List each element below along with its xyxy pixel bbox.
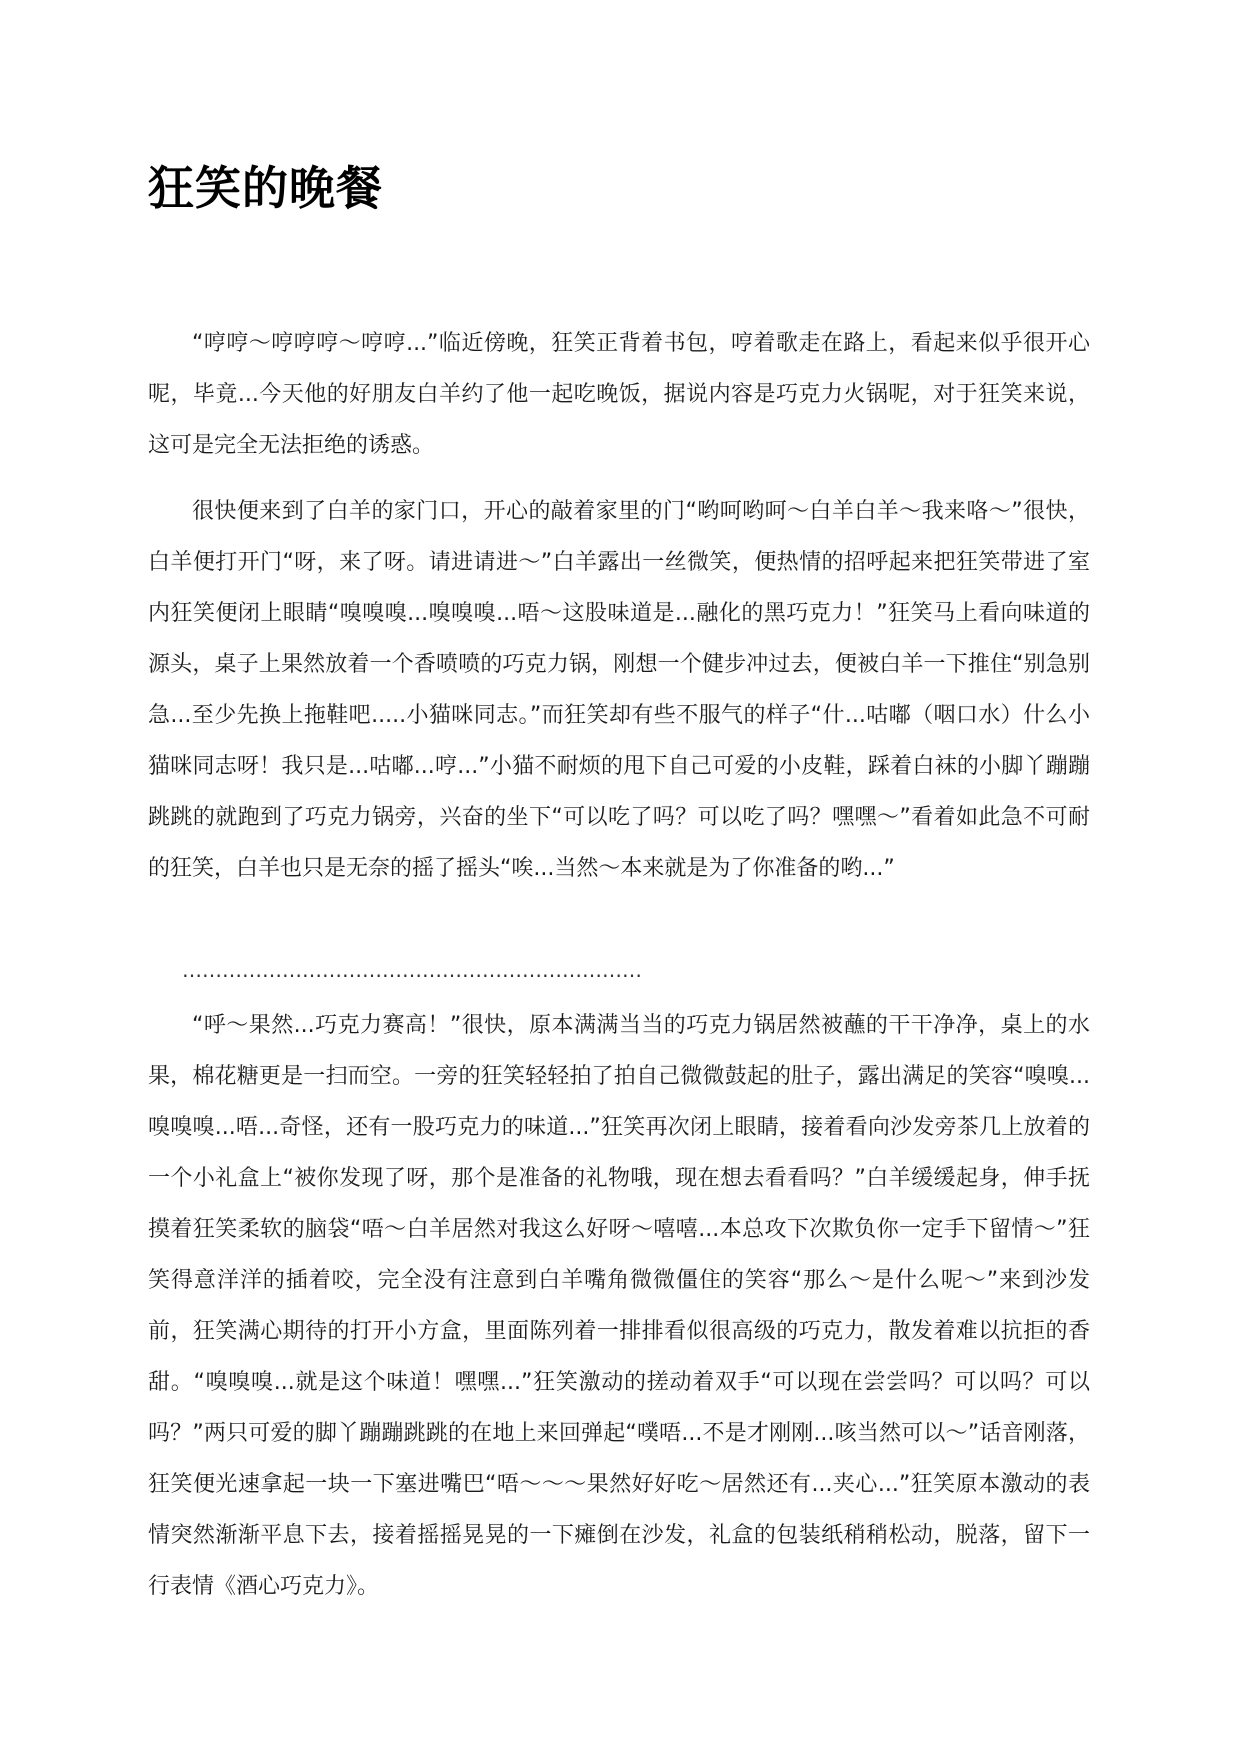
paragraph-2: 很快便来到了白羊的家门口，开心的敲着家里的门“哟呵哟呵～白羊白羊～我来咯～”很快，白羊便打开门“呀，来了呀。请进请进～”白羊露出一丝微笑，便热情的招呼起来把狂笑带进了室内狂笑便闭上眼睛“嗅嗅嗅...嗅嗅嗅...唔～这股味道是...融化的黑巧克力！”狂笑马上看向味道的源头，桌子上果然放着一个香喷喷的巧克力锅，刚想一个健步冲过去，便被白羊一下推住“别急别急...至少先换上拖鞋吧.....小猫咪同志。”而狂笑却有些不服气的样子“什...咕嘟（咽口水）什么小猫咪同志呀！我只是...咕嘟...哼...”小猫不耐烦的甩下自己可爱的小皮鞋，踩着白袜的小脚丫蹦蹦跳跳的就跑到了巧克力锅旁，兴奋的坐下“可以吃了吗？可以吃了吗？嘿嘿～”看着如此急不可耐的狂笑，白羊也只是无奈的摇了摇头“唉...当然～本来就是为了你准备的哟...” [148, 499, 1090, 881]
document-title: 狂笑的晚餐 [148, 161, 383, 215]
paragraph-1: “哼哼～哼哼哼～哼哼...”临近傍晚，狂笑正背着书包，哼着歌走在路上，看起来似乎很开心呢，毕竟...今天他的好朋友白羊约了他一起吃晚饭，据说内容是巧克力火锅呢，对于狂笑来说，这可是完全无法拒绝的诱惑。 [148, 331, 1090, 458]
section-separator: …………………………………………………………… [182, 958, 642, 982]
paragraph-3: “呼～果然...巧克力赛高！”很快，原本满满当当的巧克力锅居然被蘸的干干净净，桌上的水果，棉花糖更是一扫而空。一旁的狂笑轻轻拍了拍自己微微鼓起的肚子，露出满足的笑容“嗅嗅...嗅嗅嗅...唔...奇怪，还有一股巧克力的味道...”狂笑再次闭上眼睛，接着看向沙发旁茶几上放着的一个小礼盒上“被你发现了呀，那个是准备的礼物哦，现在想去看看吗？”白羊缓缓起身，伸手抚摸着狂笑柔软的脑袋“唔～白羊居然对我这么好呀～嘻嘻...本总攻下次欺负你一定手下留情～”狂笑得意洋洋的插着咬，完全没有注意到白羊嘴角微微僵住的笑容“那么～是什么呢～”来到沙发前，狂笑满心期待的打开小方盒，里面陈列着一排排看似很高级的巧克力，散发着难以抗拒的香甜。“嗅嗅嗅...就是这个味道！嘿嘿...”狂笑激动的搓动着双手“可以现在尝尝吗？可以吗？可以吗？”两只可爱的脚丫蹦蹦跳跳的在地上来回弹起“噗唔...不是才刚刚...咳当然可以～”话音刚落，狂笑便光速拿起一块一下塞进嘴巴“唔～～～果然好好吃～居然还有...夹心...”狂笑原本激动的表情突然渐渐平息下去，接着摇摇晃晃的一下瘫倒在沙发，礼盒的包装纸稍稍松动，脱落，留下一行表情《酒心巧克力》。 [148, 1013, 1090, 1599]
